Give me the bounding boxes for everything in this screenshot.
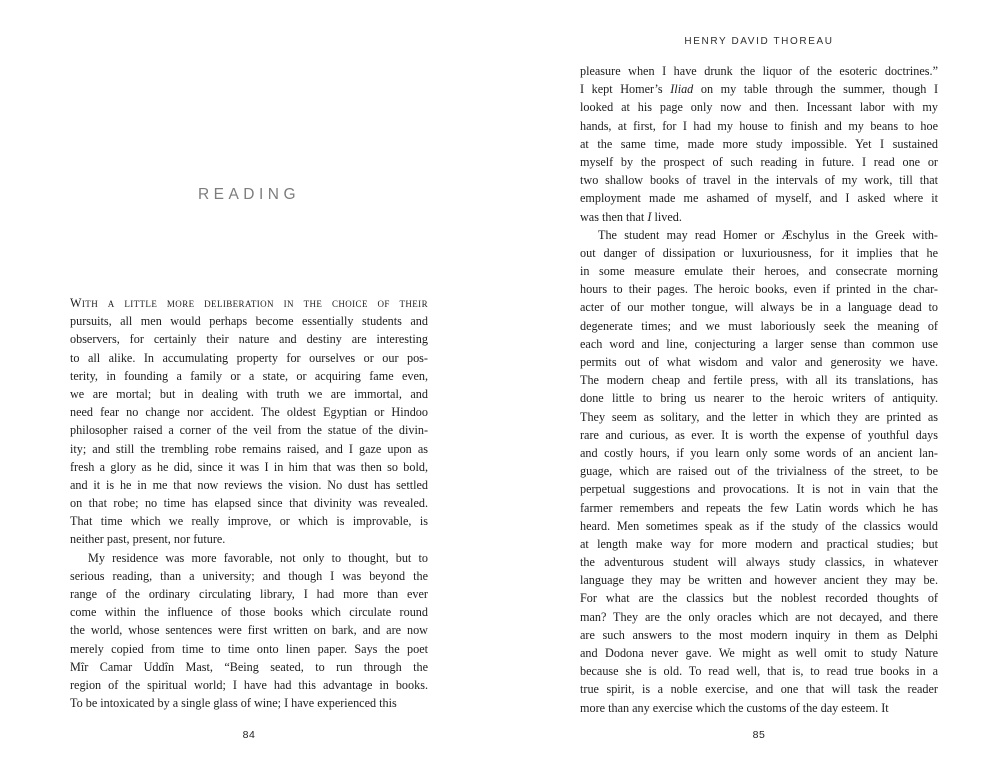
text-line: I kept Homer’s Iliad on my table through the summer, though I [580,82,938,97]
text-line: was then that I lived. [580,209,682,224]
text-line: and costly hours, if you learn only some words of an ancient lan- [580,445,938,460]
text-line: hours to their pages. The heroic books, even if printed in the char- [580,282,938,297]
text-line: The student may read Homer or Æschylus in the Greek with- [598,227,938,242]
text-line: acter of our mother tongue, will always be in a language dead to [580,300,938,315]
text-line: myself by the prospect of such reading in future. I read one or [580,154,938,169]
text-line: terity, in founding a family or a state, or acquiring fame even, [70,368,428,383]
text-line: out danger of dissipation or luxuriousness, for it implies that he [580,245,938,260]
text-line: For what are the classics but the noblest recorded thoughts of [580,591,938,606]
text-line: range of the ordinary circulating library, I had more than ever [70,587,428,601]
text-line: The modern cheap and fertile press, with all its translations, has [580,373,938,388]
text-line: pursuits, all men would perhaps become essentially students and [70,314,428,329]
text-line: to all alike. In accumulating property for ourselves or our pos- [70,350,428,365]
text-line: That time which we really improve, or which is improvable, is [70,514,428,529]
text-line: fresh a glory as he did, since it was I in him that was then so bold, [70,459,428,474]
text-line: come within the influence of those books which circulate round [70,605,428,620]
text-line: at length make way for more modern and practical studies; but [580,536,938,551]
text-line: two shallow books of travel in the intervals of my work, till that [580,173,938,188]
text-line: language they may be written and however ancient they may be. [580,573,938,588]
text-line: and it is he in me that now reviews the vision. No dust has settled [70,477,428,492]
text-line: man? They are the only oracles which are not decayed, and there [580,609,938,624]
text-line: philosopher raised a corner of the veil from the statue of the divin- [70,423,428,438]
running-header-author: HENRY DAVID THOREAU [684,36,834,47]
text-line: guage, which are raised out of the trivialness of the street, to be [580,464,938,479]
text-line: pleasure when I have drunk the liquor of the esoteric doctrines.” [580,64,938,78]
text-line: hands, at first, for I had my house to finish and my beans to hoe [580,118,938,133]
text-line: neither past, present, nor future. [70,532,226,547]
text-line: degenerate times; and we must laboriously seek the meaning of [580,318,938,333]
right-page-number: 85 [752,729,766,741]
text-line: heard. Men sometimes speak as if the study of the classics would [580,518,938,533]
right-page-text-block [580,62,938,717]
text-line: rare and curious, as ever. It is worth the expense of youthful days [580,427,938,442]
chapter-title: READING [197,186,301,203]
text-line: the world, whose sentences were first written on bark, and are now [70,623,428,638]
text-line: because she is old. To read well, that is, to read true books in a [580,664,938,679]
right-page [580,0,938,768]
text-line: With a little more deliberation in the choice of their [70,296,428,310]
text-line: true spirit, is a noble exercise, and one that will task the reader [580,682,938,697]
text-line: ity; and still the trembling robe remains raised, and I gaze upon as [70,441,428,456]
text-line: looked at his page only now and then. Incessant labor with my [580,100,938,115]
text-line: and Dodona never gave. We might as well omit to study Nature [580,646,938,660]
text-line: on that robe; no time has elapsed since that divinity was revealed. [70,496,428,511]
text-line: farmer remembers and repeats the few Latin words which he has [580,500,938,515]
text-line: at the same time, made more study impossible. Yet I sustained [580,136,938,151]
text-line: the adventurous student will always study classics, in whatever [580,555,938,570]
text-line: more than any exercise which the customs of the day esteem. It [580,700,889,715]
text-line: in some measure emulate their heroes, and consecrate morning [580,264,938,279]
text-line: done little to bring us nearer to the heroic writers of antiquity. [580,391,938,406]
text-line: permits out of what wisdom and valor and generosity we have. [580,355,938,369]
left-page [70,0,428,768]
text-line: employment made me ashamed of myself, and I asked where it [580,191,938,206]
text-line: region of the spiritual world; I have had this advantage in books. [70,677,428,692]
text-line: perpetual suggestions and provocations. It is not in vain that the [580,482,938,497]
text-line: Mîr Camar Uddîn Mast, “Being seated, to run through the [70,659,428,674]
left-page-text-block [70,294,428,712]
text-line: each word and line, conjecturing a larger sense than common use [580,336,938,351]
text-line: we are mortal; but in dealing with truth we are immortal, and [70,386,428,401]
text-line: observers, for certainly their nature and destiny are interesting [70,332,428,347]
text-line: To be intoxicated by a single glass of wine; I have experienced this [70,696,397,711]
left-page-number: 84 [242,729,256,741]
text-line: My residence was more favorable, not only to thought, but to [88,550,428,565]
text-line: They seem as solitary, and the letter in which they are printed as [580,409,938,424]
text-line: are such answers to the most modern inquiry in them as Delphi [580,627,938,642]
text-line: need fear no change nor accident. The oldest Egyptian or Hindoo [70,405,428,420]
text-line: merely copied from time to time onto linen paper. Says the poet [70,641,428,656]
text-line: serious reading, than a university; and though I was beyond the [70,568,428,583]
